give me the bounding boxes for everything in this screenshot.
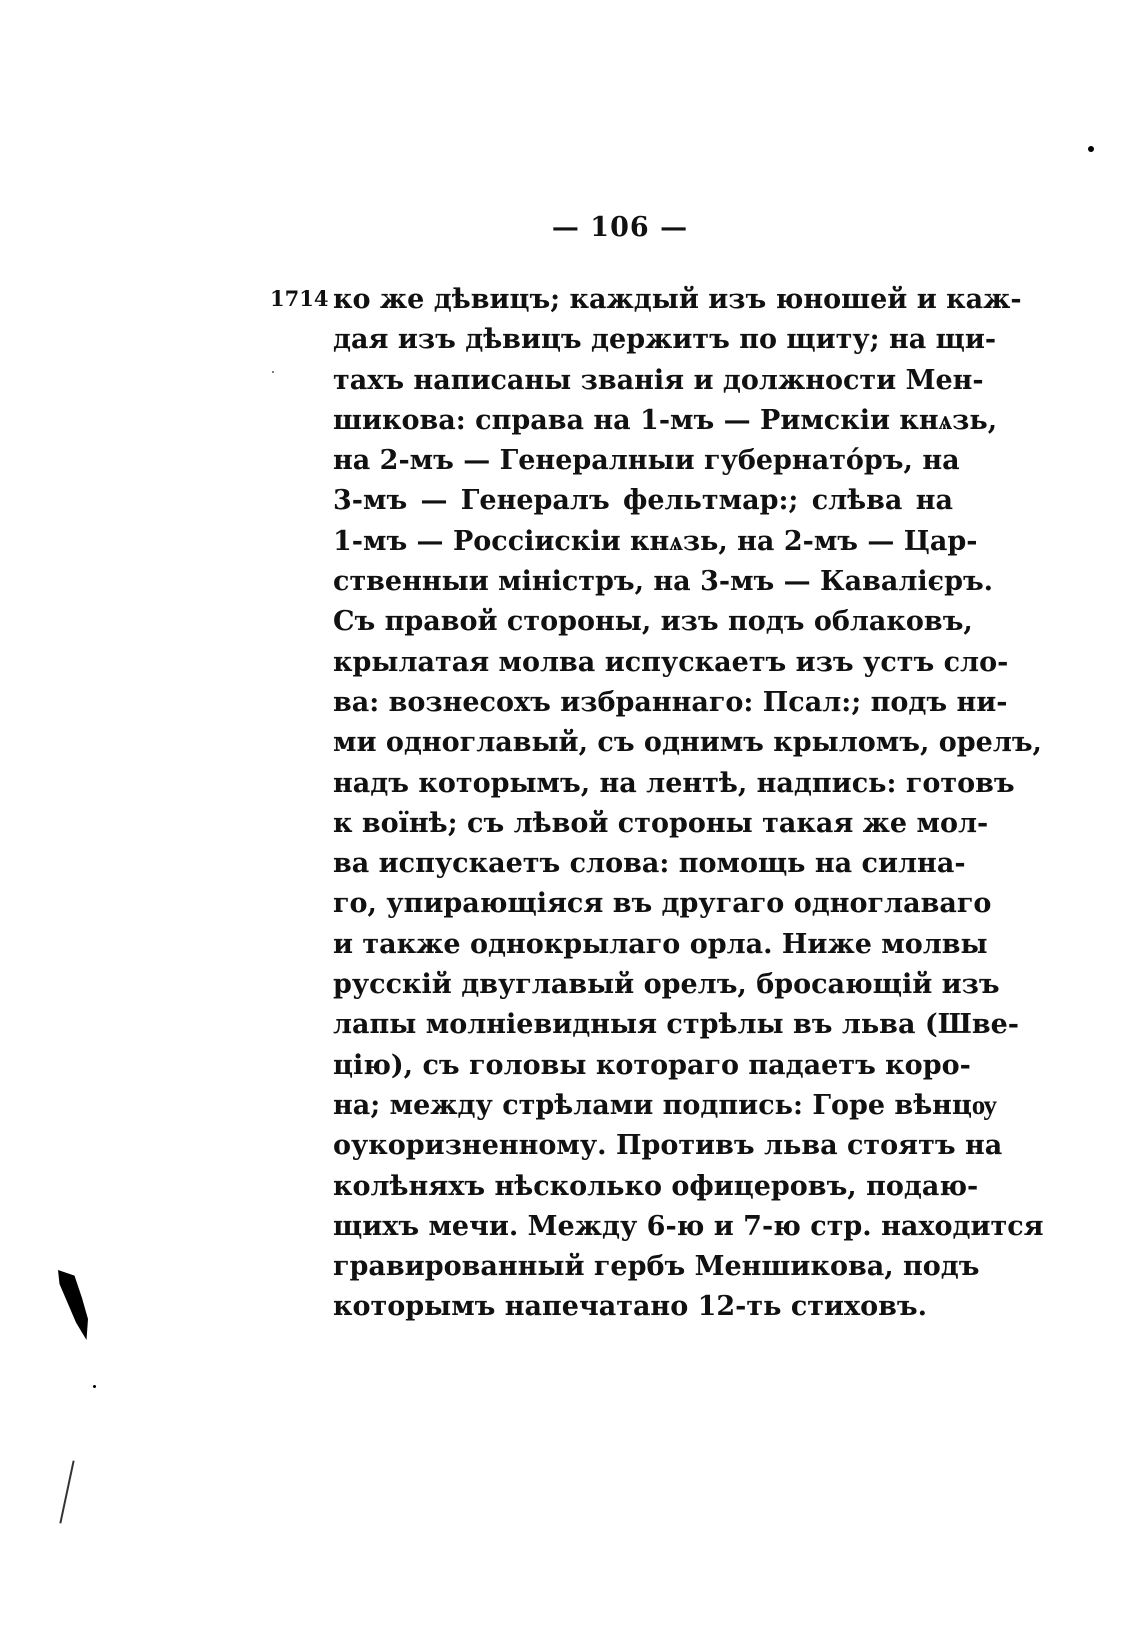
text-line: щихъ мечи. Между 6-ю и 7-ю стр. находится <box>333 1210 1044 1242</box>
text-line: надъ которымъ, на лентѣ, надпись: готовъ <box>333 767 1015 799</box>
text-line: колѣняхъ нѣсколько офицеровъ, подаю- <box>333 1170 979 1202</box>
ink-blot-artifact <box>58 1270 88 1340</box>
margin-year-note: 1714 <box>270 286 329 311</box>
text-line: и также однокрылаго орла. Ниже молвы <box>333 928 988 960</box>
ink-dot-artifact <box>1088 146 1094 152</box>
text-line: шикова: справа на 1-мъ — Римскіи кнѧзь, <box>333 404 998 436</box>
speck-artifact <box>272 371 274 373</box>
text-line: 3-мъ — Генералъ фельтмар:; слѣва на <box>333 485 953 517</box>
text-line: тахъ написаны званія и должности Мен- <box>333 364 984 396</box>
text-line: ми одноглавый, съ однимъ крыломъ, орелъ, <box>333 727 1042 759</box>
ink-dot-artifact <box>93 1385 96 1388</box>
text-line: крылатая молва испускаетъ изъ устъ сло- <box>333 646 1009 678</box>
text-line: лапы молніевидныя стрѣлы въ льва (Шве- <box>333 1009 1019 1041</box>
text-line: на 2-мъ — Генералныи губернатόръ, на <box>333 445 960 477</box>
text-line: Съ правой стороны, изъ подъ облаковъ, <box>333 606 973 638</box>
page-number: — 106 — <box>551 212 689 243</box>
text-line: ственныи міністръ, на 3-мъ — Кавалієръ. <box>333 566 994 598</box>
text-line: к воїнѣ; съ лѣвой стороны такая же мол- <box>333 807 989 839</box>
text-line: цію), съ головы котораго падаетъ коро- <box>333 1049 971 1081</box>
text-line: оукоризненному. Противъ льва стоятъ на <box>333 1130 1003 1162</box>
text-line: дая изъ дѣвицъ держитъ по щиту; на щи- <box>333 324 997 356</box>
text-line: ва испускаетъ слова: помощь на силна- <box>333 848 966 880</box>
text-line: ко же дѣвицъ; каждый изъ юношей и каж- <box>333 284 1022 315</box>
text-line: го, упирающіяся въ другаго одноглаваго <box>333 888 992 920</box>
text-line: на; между стрѣлами подпись: Горе вѣнцѹ <box>333 1089 997 1121</box>
text-line-last: которымъ напечатано 12-ть стиховъ. <box>333 1291 928 1323</box>
text-line: 1-мъ — Россіискіи кнѧзь, на 2-мъ — Цар- <box>333 525 978 557</box>
scratch-mark-artifact <box>59 1460 74 1523</box>
text-line: русскій двуглавый орелъ, бросающій изъ <box>333 969 1000 1001</box>
text-line: гравированный гербъ Меншикова, подъ <box>333 1251 980 1283</box>
body-text <box>333 280 1044 1328</box>
text-line: ва: вознесохъ избраннаго: Псал:; подъ ни- <box>333 686 1008 718</box>
